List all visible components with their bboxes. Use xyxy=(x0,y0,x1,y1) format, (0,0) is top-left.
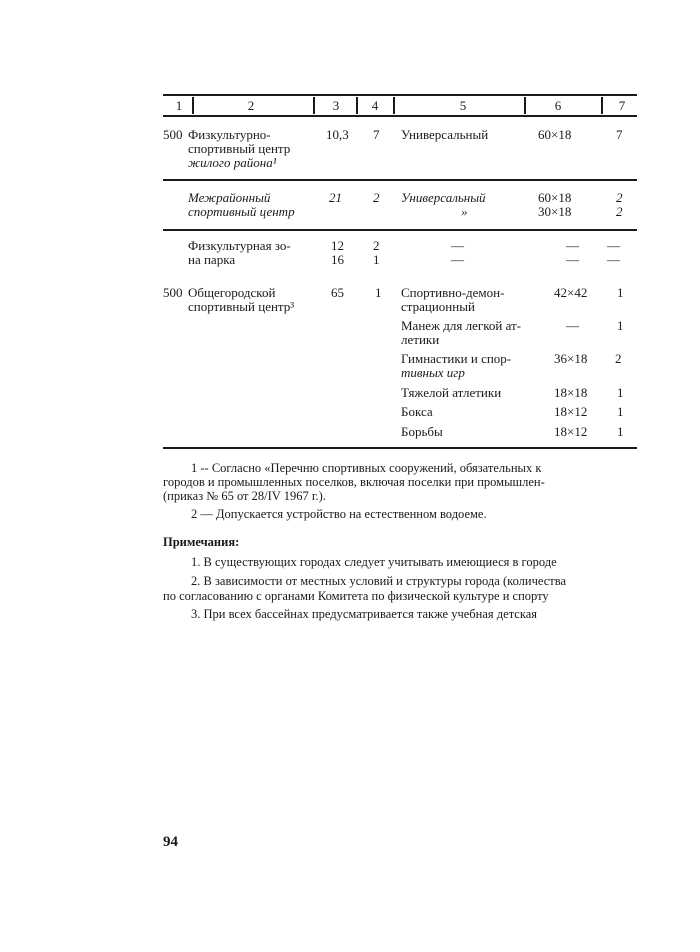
table-row-4-col1: 500 xyxy=(163,285,183,300)
cell-line: Гимнастики и спор- xyxy=(401,351,512,366)
subrow-2-col6: — xyxy=(566,318,579,333)
column-header-6: 6 xyxy=(554,98,562,113)
cell-line: Общегородской xyxy=(188,285,276,300)
table-row-2-col4: 2 xyxy=(373,190,380,205)
note-1: 1. В существующих городах следует учитывать имеющиеся в городе xyxy=(191,555,557,569)
row-separator xyxy=(163,179,637,181)
cell-line: Физкультурно- xyxy=(188,127,271,142)
column-header-3: 3 xyxy=(332,98,340,113)
table-row-3-col2 xyxy=(188,239,291,267)
table-row-2-col7 xyxy=(616,191,623,219)
subrow-5-col6: 18×12 xyxy=(554,404,588,419)
cell-line: спортивный центр xyxy=(188,204,295,219)
table-row-4-col2 xyxy=(188,286,294,314)
cell-line: на парка xyxy=(188,252,236,267)
table-row-1-col3: 10,3 xyxy=(326,127,349,142)
table-row-3-col7 xyxy=(607,239,620,267)
cell-line: 2 xyxy=(616,204,623,219)
table-row-2-col5 xyxy=(401,191,486,219)
subrow-4-col7: 1 xyxy=(617,385,624,400)
cell-line: Манеж для легкой ат- xyxy=(401,318,522,333)
table-row-4-col3: 65 xyxy=(331,285,344,300)
table-top-rule xyxy=(163,94,637,96)
cell-line: 1 xyxy=(373,252,380,267)
table-row-3-col3 xyxy=(331,239,344,267)
cell-line: спортивный центр³ xyxy=(188,299,295,314)
subrow-4-col6: 18×18 xyxy=(554,385,588,400)
cell-line: » xyxy=(461,204,468,219)
cell-line: летики xyxy=(401,332,440,347)
row-separator xyxy=(163,229,637,231)
table-row-2-col6 xyxy=(538,191,571,219)
footnote-line: городов и промышленных поселков, включая поселки при промышлен- xyxy=(163,475,545,489)
subrow-4-col5: Тяжелой атлетики xyxy=(401,385,502,400)
header-separator xyxy=(524,97,526,114)
subrow-3-col5 xyxy=(401,352,511,380)
cell-line: 12 xyxy=(331,238,344,253)
cell-line: страционный xyxy=(401,299,475,314)
cell-line: Физкультурная зо- xyxy=(188,238,291,253)
table-header-rule xyxy=(163,115,637,117)
header-separator xyxy=(601,97,603,114)
table-row-1-col6: 60×18 xyxy=(538,127,572,142)
footnote-2: 2 — Допускается устройство на естественном водоеме. xyxy=(191,507,487,521)
table-row-3-col4 xyxy=(373,239,380,267)
cell-line: Универсальный xyxy=(401,190,486,205)
table-row-1-col1: 500 xyxy=(163,127,183,142)
table-row-2-col2 xyxy=(188,191,295,219)
note-2-continuation: по согласованию с органами Комитета по физической культуре и спорту xyxy=(163,589,549,603)
cell-line: — xyxy=(607,252,620,267)
subrow-1-col5 xyxy=(401,286,504,314)
table-row-2-col3: 21 xyxy=(329,190,342,205)
page-number: 94 xyxy=(163,834,178,850)
cell-line: — xyxy=(566,252,579,267)
subrow-1-col7: 1 xyxy=(617,285,624,300)
cell-line: 60×18 xyxy=(538,190,572,205)
column-header-1: 1 xyxy=(175,98,183,113)
subrow-3-col6: 36×18 xyxy=(554,351,588,366)
subrow-6-col5: Борьбы xyxy=(401,424,443,439)
cell-line: — xyxy=(566,238,579,253)
column-header-2: 2 xyxy=(247,98,255,113)
table-row-1-col4: 7 xyxy=(373,127,380,142)
column-header-7: 7 xyxy=(618,98,626,113)
header-separator xyxy=(313,97,315,114)
notes-title: Примечания: xyxy=(163,535,240,549)
cell-line: — xyxy=(451,252,464,267)
table-row-3-col6 xyxy=(566,239,579,267)
subrow-5-col7: 1 xyxy=(617,404,624,419)
note-3: 3. При всех бассейнах предусматривается также учебная детская xyxy=(191,607,538,621)
table-bottom-rule xyxy=(163,447,637,449)
table-row-1-col7: 7 xyxy=(616,127,623,142)
subrow-2-col7: 1 xyxy=(617,318,624,333)
footnote-line: (приказ № 65 от 28/IV 1967 г.). xyxy=(163,489,326,503)
cell-line: спортивный центр xyxy=(188,141,291,156)
subrow-5-col5: Бокса xyxy=(401,404,433,419)
header-separator xyxy=(393,97,395,114)
subrow-3-col7: 2 xyxy=(615,351,622,366)
subrow-2-col5 xyxy=(401,319,521,347)
table-row-3-col5 xyxy=(451,239,464,267)
table-row-1-col2 xyxy=(188,128,290,170)
footnote-line: 1 -- Согласно «Перечню спортивных сооружений, обязательных к xyxy=(191,461,542,475)
subrow-1-col6: 42×42 xyxy=(554,285,588,300)
cell-line: 16 xyxy=(331,252,344,267)
column-header-4: 4 xyxy=(371,98,379,113)
subrow-6-col6: 18×12 xyxy=(554,424,588,439)
cell-line: тивных игр xyxy=(401,365,465,380)
footnote-1 xyxy=(163,461,545,503)
note-2: 2. В зависимости от местных условий и структуры города (количества xyxy=(191,574,567,588)
subrow-6-col7: 1 xyxy=(617,424,624,439)
table-row-4-col4: 1 xyxy=(375,285,382,300)
cell-line: 30×18 xyxy=(538,204,572,219)
cell-line: Межрайонный xyxy=(188,190,271,205)
cell-line: 2 xyxy=(616,190,623,205)
header-separator xyxy=(192,97,194,114)
cell-line: жилого района¹ xyxy=(188,155,277,170)
table-row-1-col5: Универсальный xyxy=(401,127,489,142)
cell-line: 2 xyxy=(373,238,380,253)
cell-line: — xyxy=(607,238,620,253)
cell-line: Спортивно-демон- xyxy=(401,285,505,300)
cell-line: — xyxy=(451,238,464,253)
header-separator xyxy=(356,97,358,114)
column-header-5: 5 xyxy=(459,98,467,113)
